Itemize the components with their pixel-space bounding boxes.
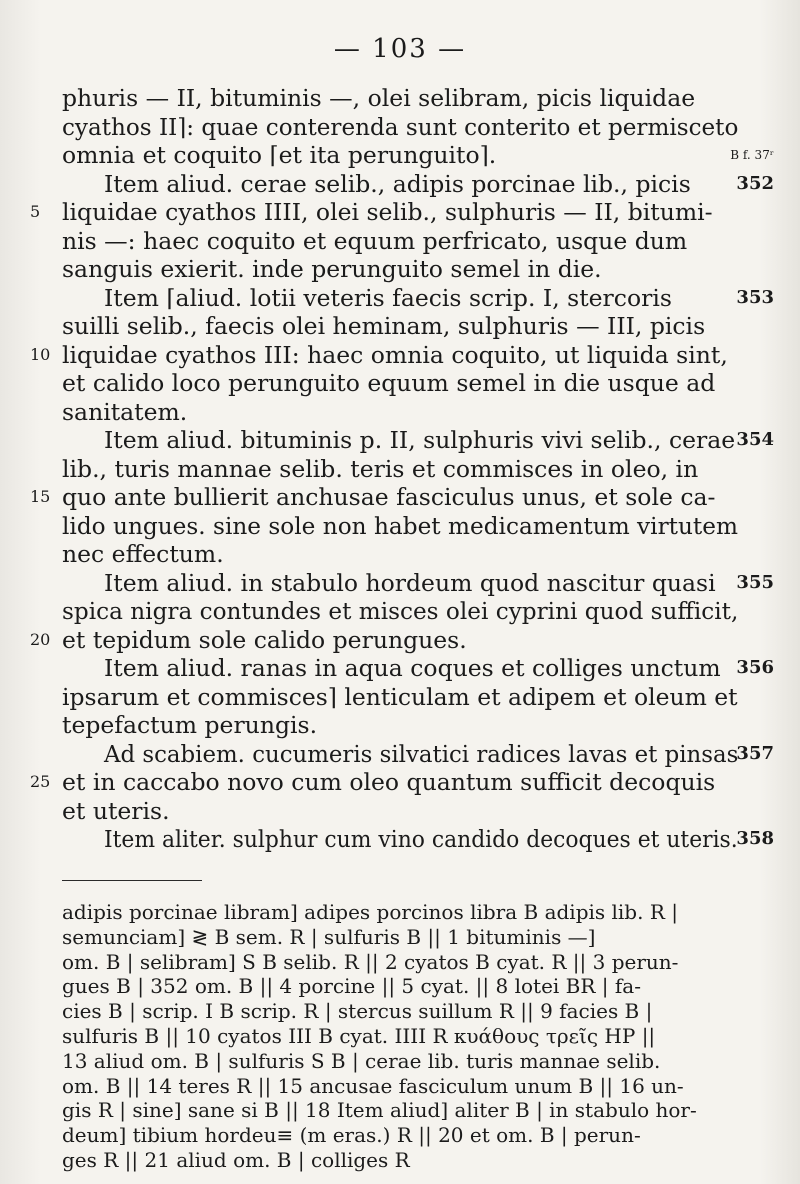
line-number: 10 xyxy=(30,344,51,364)
text-line: Item ⌈aliud. lotii veteris faecis scrip. I, stercoris xyxy=(104,283,672,312)
apparatus-line: ges R || 21 aliud om. B | colliges R xyxy=(62,1148,410,1172)
line-number: 20 xyxy=(30,629,51,649)
text-line: suilli selib., faecis olei heminam, sulphuris — III, picis xyxy=(62,312,706,340)
text-line: cyathos II⌉: quae conterenda sunt conterito et permisceto xyxy=(62,112,739,141)
recipe-number: 357 xyxy=(736,742,774,764)
text-line: Item aliud. bituminis p. II, sulphuris vivi selib., cerae xyxy=(104,426,736,454)
recipe-number: 358 xyxy=(736,828,774,849)
text-line: nis —: haec coquito et equum perfricato, usque dum xyxy=(62,226,688,255)
text-line: liquidae cyathos IIII, olei selib., sulphuris — II, bitumi- xyxy=(62,198,713,226)
text-line: nec effectum. xyxy=(62,540,224,568)
recipe-number: 353 xyxy=(736,286,774,308)
text-line: Item aliud. cerae selib., adipis porcinae lib., picis xyxy=(104,169,691,198)
apparatus-line: om. B | selibram] S B selib. R || 2 cyatos B cyat. R || 3 perun- xyxy=(62,949,679,974)
apparatus-line: gis R | sine] sane si B || 18 Item aliud] aliter B | in stabulo hor- xyxy=(62,1098,697,1123)
text-line: sanguis exierit. inde perunguito semel in die. xyxy=(62,255,602,283)
text-line: Item aliud. ranas in aqua coques et colliges unctum xyxy=(104,654,721,682)
text-line: ipsarum et commisces⌉ lenticulam et adipem et oleum et xyxy=(62,682,738,711)
text-line: et tepidum sole calido perungues. xyxy=(62,625,467,654)
text-line: phuris — II, bituminis —, olei selibram, picis liquidae xyxy=(62,84,696,112)
text-line: et calido loco perunguito equum semel in die usque ad xyxy=(62,369,716,397)
text-line: quo ante bullierit anchusae fasciculus unus, et sole ca- xyxy=(62,483,716,511)
text-line: spica nigra contundes et misces olei cyprini quod sufficit, xyxy=(62,597,739,625)
line-number: 5 xyxy=(30,202,41,221)
apparatus-line: deum] tibium hordeu≡ (m eras.) R || 20 et om. B | perun- xyxy=(62,1123,641,1148)
text-line: sanitatem. xyxy=(62,397,188,426)
page-number: — 103 — xyxy=(333,34,467,64)
line-number: 25 xyxy=(30,772,51,791)
folio-reference: B f. 37ʳ xyxy=(730,148,774,162)
apparatus-line: adipis porcinae libram] adipes porcinos libra B adipis lib. R | xyxy=(62,900,678,924)
recipe-number: 356 xyxy=(736,657,774,678)
recipe-number: 355 xyxy=(736,571,774,593)
footnote-rule xyxy=(62,880,202,881)
text-line: liquidae cyathos III: haec omnia coquito, ut liquida sint, xyxy=(62,340,728,369)
apparatus-line: 13 aliud om. B | sulfuris S B | cerae lib. turis mannae selib. xyxy=(62,1048,661,1073)
apparatus-line: sulfuris B || 10 cyatos III B cyat. IIII R κυάθους τρεῖς HP || xyxy=(62,1024,656,1048)
text-line: omnia et coquito ⌈et ita perunguito⌉. xyxy=(62,141,497,169)
line-number: 15 xyxy=(30,487,51,506)
text-line: et uteris. xyxy=(62,796,170,825)
apparatus-line: gues B | 352 om. B || 4 porcine || 5 cyat. || 8 lotei BR | fa- xyxy=(62,974,641,999)
apparatus-line: cies B | scrip. I B scrip. R | stercus suillum R || 9 facies B | xyxy=(62,999,653,1024)
text-line: Ad scabiem. cucumeris silvatici radices lavas et pinsas xyxy=(104,739,739,768)
text-line: lib., turis mannae selib. teris et commisces in oleo, in xyxy=(62,454,699,483)
apparatus-line: om. B || 14 teres R || 15 ancusae fasciculum unum B || 16 un- xyxy=(62,1073,684,1098)
text-line: tepefactum perungis. xyxy=(62,711,318,739)
text-line: Item aliter. sulphur cum vino candido decoques et uteris. xyxy=(104,825,738,853)
recipe-number: 352 xyxy=(736,172,774,194)
apparatus-line: semunciam] ≷ B sem. R | sulfuris B || 1 bituminis —] xyxy=(62,924,596,949)
text-line: et in caccabo novo cum oleo quantum sufficit decoquis xyxy=(62,768,716,796)
recipe-number: 354 xyxy=(736,429,774,450)
text-line: lido ungues. sine sole non habet medicamentum virtutem xyxy=(62,511,738,540)
text-line: Item aliud. in stabulo hordeum quod nascitur quasi xyxy=(104,568,716,597)
